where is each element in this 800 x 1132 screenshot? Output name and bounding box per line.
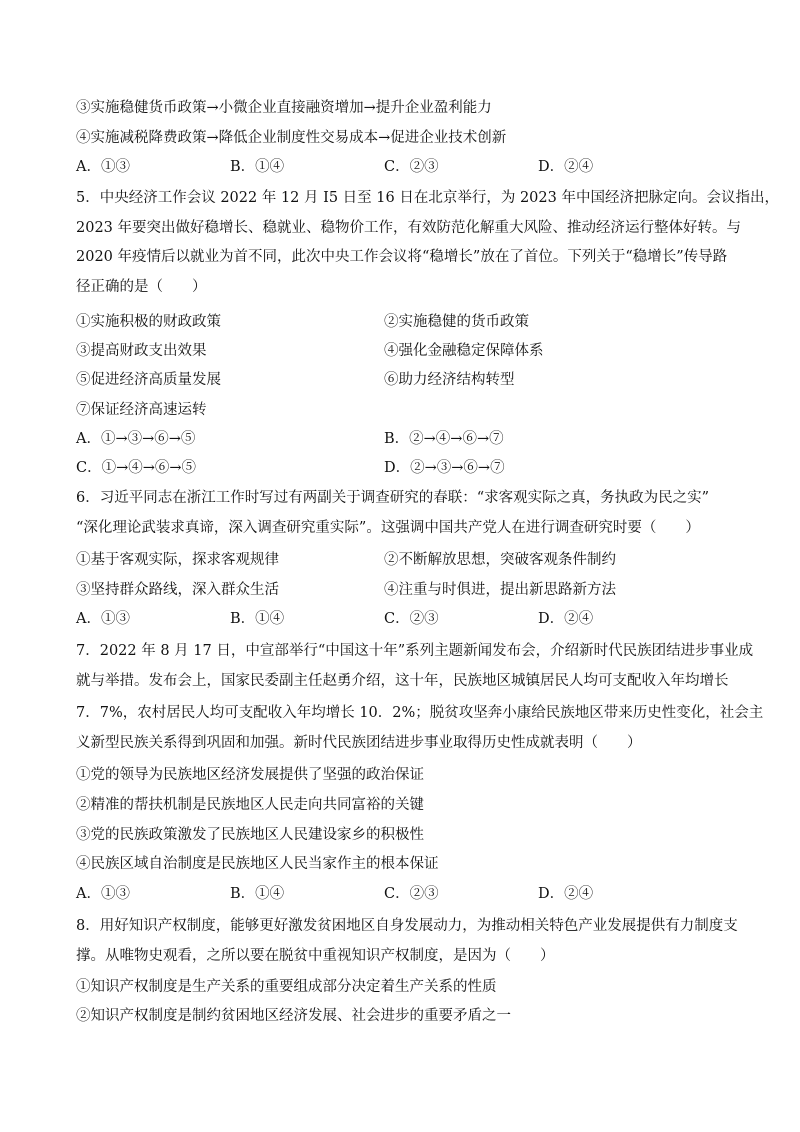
q5-stem-line: 5．中央经济工作会议 2022 年 12 月 I5 日至 16 日在北京举行，为 2023 年中国经济把脉定向。会议指出， [76, 190, 779, 206]
option-a[interactable]: A．①③ [76, 159, 130, 175]
option-d[interactable]: D．②④ [538, 159, 594, 175]
q7-item-2: ②精准的帮扶机制是民族地区人民走向共同富裕的关键 [76, 797, 424, 813]
option-d[interactable]: D．②④ [538, 611, 594, 627]
q5-stem-line: 2020 年疫情后以就业为首不同，此次中央工作会议将“稳增长”放在了首位。下列关于“稳增长”传导路 [76, 249, 728, 265]
option-b[interactable]: B．①④ [230, 886, 285, 902]
q4-item-4: ④实施减税降费政策→降低企业制度性交易成本→促进企业技术创新 [76, 130, 507, 146]
q7-item-3: ③党的民族政策激发了民族地区人民建设家乡的积极性 [76, 827, 424, 843]
option-c[interactable]: C．②③ [384, 159, 439, 175]
q5-item-3: ③提高财政支出效果 [76, 343, 207, 359]
option-a[interactable]: A．①③ [76, 886, 130, 902]
q7-stem-line: 7．7%，农村居民人均可支配收入年均增长 10．2%；脱贫攻坚奔小康给民族地区带来历史性变化，社会主 [76, 705, 764, 721]
q5-item-6: ⑥助力经济结构转型 [384, 372, 515, 388]
q7-item-4: ④民族区域自治制度是民族地区人民当家作主的根本保证 [76, 856, 439, 872]
q5-item-4: ④强化金融稳定保障体系 [384, 343, 544, 359]
q5-item-2: ②实施稳健的货币政策 [384, 314, 529, 330]
option-b[interactable]: B．①④ [230, 611, 285, 627]
q7-stem-line: 义新型民族关系得到巩固和加强。新时代民族团结进步事业取得历史性成就表明（ ） [76, 735, 642, 751]
q4-item-3: ③实施稳健货币政策→小微企业直接融资增加→提升企业盈利能力 [76, 100, 492, 116]
option-a[interactable]: A．①→③→⑥→⑤ [76, 431, 196, 447]
q5-item-1: ①实施积极的财政政策 [76, 314, 221, 330]
q7-stem-line: 7．2022 年 8 月 17 日，中宣部举行“中国这十年”系列主题新闻发布会，介绍新时代民族团结进步事业成 [76, 643, 754, 659]
option-d[interactable]: D．②→③→⑥→⑦ [384, 460, 505, 476]
q5-stem-line: 径正确的是（ ） [76, 279, 207, 295]
q5-stem-line: 2023 年要突出做好稳增长、稳就业、稳物价工作，有效防范化解重大风险、推动经济运行整体好转。与 [76, 220, 742, 236]
option-b[interactable]: B．①④ [230, 159, 285, 175]
option-c[interactable]: C．①→④→⑥→⑤ [76, 460, 197, 476]
q8-item-1: ①知识产权制度是生产关系的重要组成部分决定着生产关系的性质 [76, 979, 497, 995]
option-b[interactable]: B．②→④→⑥→⑦ [384, 431, 504, 447]
q5-items-row [76, 370, 726, 390]
q5-items-row [76, 341, 726, 361]
q5-item-7: ⑦保证经济高速运转 [76, 402, 207, 418]
q5-items-row [76, 312, 726, 332]
q8-stem-line: 8．用好知识产权制度，能够更好激发贫困地区自身发展动力，为推动相关特色产业发展提供有力制度支 [76, 918, 738, 934]
q7-stem-line: 就与举措。发布会上，国家民委副主任赵勇介绍，这十年，民族地区城镇居民人均可支配收入年均增长 [76, 673, 729, 689]
q6-stem-line: 6．习近平同志在浙江工作时写过有两副关于调查研究的春联：“求客观实际之真，务执政为民之实” [76, 490, 710, 506]
q6-items-row [76, 550, 726, 570]
q6-item-2: ②不断解放思想，突破客观条件制约 [384, 552, 616, 568]
q6-stem-line: “深化理论武装求真谛，深入调查研究重实际”。这强调中国共产党人在进行调查研究时要（ ） [76, 520, 700, 536]
q8-item-2: ②知识产权制度是制约贫困地区经济发展、社会进步的重要矛盾之一 [76, 1008, 511, 1024]
option-d[interactable]: D．②④ [538, 886, 594, 902]
q6-item-4: ④注重与时俱进，提出新思路新方法 [384, 582, 616, 598]
option-a[interactable]: A．①③ [76, 611, 130, 627]
q6-items-row [76, 580, 726, 600]
q6-item-1: ①基于客观实际，探求客观规律 [76, 552, 279, 568]
q5-item-5: ⑤促进经济高质量发展 [76, 372, 221, 388]
q6-item-3: ③坚持群众路线，深入群众生活 [76, 582, 279, 598]
option-c[interactable]: C．②③ [384, 886, 439, 902]
q8-stem-line: 撑。从唯物史观看，之所以要在脱贫中重视知识产权制度，是因为（ ） [76, 948, 555, 964]
q7-item-1: ①党的领导为民族地区经济发展提供了坚强的政治保证 [76, 767, 424, 783]
option-c[interactable]: C．②③ [384, 611, 439, 627]
